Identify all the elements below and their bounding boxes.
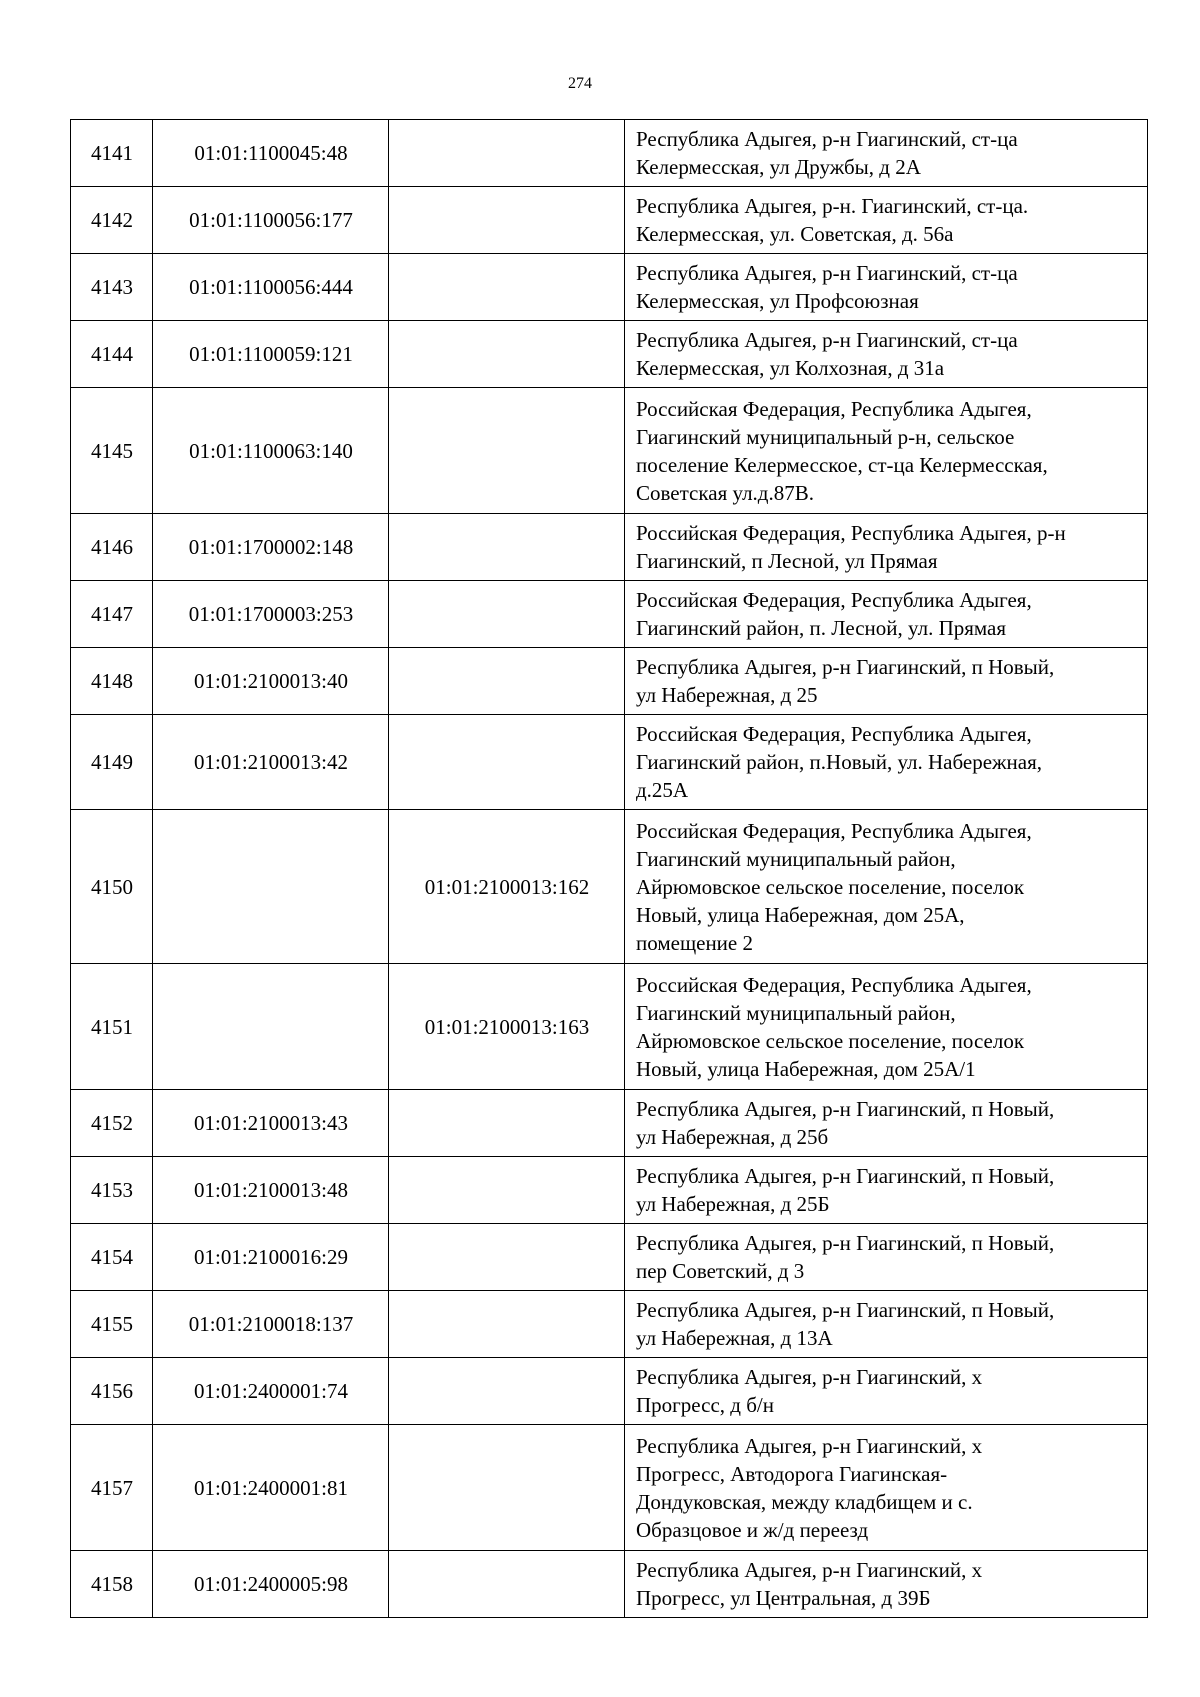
room-cadastral-number-cell (389, 187, 625, 254)
table-row (71, 964, 1148, 1090)
cadastral-number-cell: 01:01:2100013:40 (153, 648, 389, 715)
room-cadastral-number-cell (389, 648, 625, 715)
cadastral-number-cell (153, 810, 389, 964)
property-table-body (71, 120, 1148, 1618)
row-number-cell: 4157 (71, 1425, 153, 1551)
room-cadastral-number-cell (389, 321, 625, 388)
row-number-cell: 4142 (71, 187, 153, 254)
cadastral-number-cell: 01:01:1700003:253 (153, 581, 389, 648)
page-number: 274 (568, 75, 592, 92)
cadastral-number-cell: 01:01:2100018:137 (153, 1291, 389, 1358)
cadastral-number-cell: 01:01:1100059:121 (153, 321, 389, 388)
table-row (71, 187, 1148, 254)
cadastral-number-cell: 01:01:2100013:42 (153, 715, 389, 810)
room-cadastral-number-cell (389, 715, 625, 810)
room-cadastral-number-cell: 01:01:2100013:163 (389, 964, 625, 1090)
row-number-cell: 4154 (71, 1224, 153, 1291)
room-cadastral-number-cell: 01:01:2100013:162 (389, 810, 625, 964)
cadastral-number-cell: 01:01:1700002:148 (153, 514, 389, 581)
address-cell: Республика Адыгея, р-н Гиагинский, ст-ца Келермесская, ул Профсоюзная (625, 254, 1148, 321)
table-row (71, 321, 1148, 388)
table-row (71, 810, 1148, 964)
row-number-cell: 4149 (71, 715, 153, 810)
room-cadastral-number-cell (389, 1551, 625, 1618)
row-number-cell: 4158 (71, 1551, 153, 1618)
row-number-cell: 4153 (71, 1157, 153, 1224)
address-cell: Республика Адыгея, р-н Гиагинский, п Новый, ул Набережная, д 25 (625, 648, 1148, 715)
address-cell: Российская Федерация, Республика Адыгея, Гиагинский муниципальный район, Айрюмовское сельское поселение, поселок Новый, улица Набережная, дом 25А, помещение 2 (625, 810, 1148, 964)
cadastral-number-cell: 01:01:2100016:29 (153, 1224, 389, 1291)
cadastral-number-cell: 01:01:2400001:74 (153, 1358, 389, 1425)
address-cell: Российская Федерация, Республика Адыгея, р-н Гиагинский, п Лесной, ул Прямая (625, 514, 1148, 581)
cadastral-number-cell: 01:01:2400001:81 (153, 1425, 389, 1551)
table-row (71, 1291, 1148, 1358)
property-table (70, 119, 1148, 1618)
row-number-cell: 4147 (71, 581, 153, 648)
row-number-cell: 4148 (71, 648, 153, 715)
table-row (71, 1090, 1148, 1157)
room-cadastral-number-cell (389, 1224, 625, 1291)
cadastral-number-cell: 01:01:2400005:98 (153, 1551, 389, 1618)
cadastral-number-cell: 01:01:2100013:43 (153, 1090, 389, 1157)
cadastral-number-cell: 01:01:2100013:48 (153, 1157, 389, 1224)
address-cell: Республика Адыгея, р-н. Гиагинский, ст-ца. Келермесская, ул. Советская, д. 56а (625, 187, 1148, 254)
address-cell: Российская Федерация, Республика Адыгея, Гиагинский муниципальный район, Айрюмовское сельское поселение, поселок Новый, улица Набережная, дом 25А/1 (625, 964, 1148, 1090)
table-row (71, 648, 1148, 715)
table-row (71, 1551, 1148, 1618)
address-cell: Республика Адыгея, р-н Гиагинский, х Прогресс, ул Центральная, д 39Б (625, 1551, 1148, 1618)
address-cell: Республика Адыгея, р-н Гиагинский, п Новый, пер Советский, д 3 (625, 1224, 1148, 1291)
room-cadastral-number-cell (389, 254, 625, 321)
room-cadastral-number-cell (389, 1291, 625, 1358)
address-cell: Республика Адыгея, р-н Гиагинский, х Прогресс, Автодорога Гиагинская- Дондуковская, между кладбищем и с. Образцовое и ж/д переезд (625, 1425, 1148, 1551)
room-cadastral-number-cell (389, 581, 625, 648)
address-cell: Республика Адыгея, р-н Гиагинский, п Новый, ул Набережная, д 13А (625, 1291, 1148, 1358)
address-cell: Республика Адыгея, р-н Гиагинский, х Прогресс, д б/н (625, 1358, 1148, 1425)
address-cell: Республика Адыгея, р-н Гиагинский, ст-ца Келермесская, ул Дружбы, д 2А (625, 120, 1148, 187)
table-row (71, 388, 1148, 514)
address-cell: Республика Адыгея, р-н Гиагинский, п Новый, ул Набережная, д 25Б (625, 1157, 1148, 1224)
cadastral-number-cell: 01:01:1100045:48 (153, 120, 389, 187)
cadastral-number-cell: 01:01:1100063:140 (153, 388, 389, 514)
table-row (71, 120, 1148, 187)
table-row (71, 1425, 1148, 1551)
room-cadastral-number-cell (389, 120, 625, 187)
row-number-cell: 4146 (71, 514, 153, 581)
table-row (71, 581, 1148, 648)
row-number-cell: 4150 (71, 810, 153, 964)
cadastral-number-cell (153, 964, 389, 1090)
table-row (71, 254, 1148, 321)
cadastral-number-cell: 01:01:1100056:177 (153, 187, 389, 254)
cadastral-number-cell: 01:01:1100056:444 (153, 254, 389, 321)
address-cell: Республика Адыгея, р-н Гиагинский, ст-ца Келермесская, ул Колхозная, д 31а (625, 321, 1148, 388)
table-row (71, 1157, 1148, 1224)
row-number-cell: 4152 (71, 1090, 153, 1157)
table-row (71, 1358, 1148, 1425)
address-cell: Российская Федерация, Республика Адыгея, Гиагинский муниципальный р-н, сельское поселение Келермесское, ст-ца Келермесская, Советская ул.д.87В. (625, 388, 1148, 514)
row-number-cell: 4151 (71, 964, 153, 1090)
room-cadastral-number-cell (389, 1157, 625, 1224)
table-row (71, 514, 1148, 581)
address-cell: Республика Адыгея, р-н Гиагинский, п Новый, ул Набережная, д 25б (625, 1090, 1148, 1157)
room-cadastral-number-cell (389, 1358, 625, 1425)
table-row (71, 1224, 1148, 1291)
row-number-cell: 4155 (71, 1291, 153, 1358)
room-cadastral-number-cell (389, 1425, 625, 1551)
row-number-cell: 4143 (71, 254, 153, 321)
row-number-cell: 4156 (71, 1358, 153, 1425)
address-cell: Российская Федерация, Республика Адыгея, Гиагинский район, п.Новый, ул. Набережная, д.25А (625, 715, 1148, 810)
room-cadastral-number-cell (389, 514, 625, 581)
address-cell: Российская Федерация, Республика Адыгея, Гиагинский район, п. Лесной, ул. Прямая (625, 581, 1148, 648)
room-cadastral-number-cell (389, 388, 625, 514)
table-row (71, 715, 1148, 810)
row-number-cell: 4144 (71, 321, 153, 388)
room-cadastral-number-cell (389, 1090, 625, 1157)
row-number-cell: 4145 (71, 388, 153, 514)
row-number-cell: 4141 (71, 120, 153, 187)
